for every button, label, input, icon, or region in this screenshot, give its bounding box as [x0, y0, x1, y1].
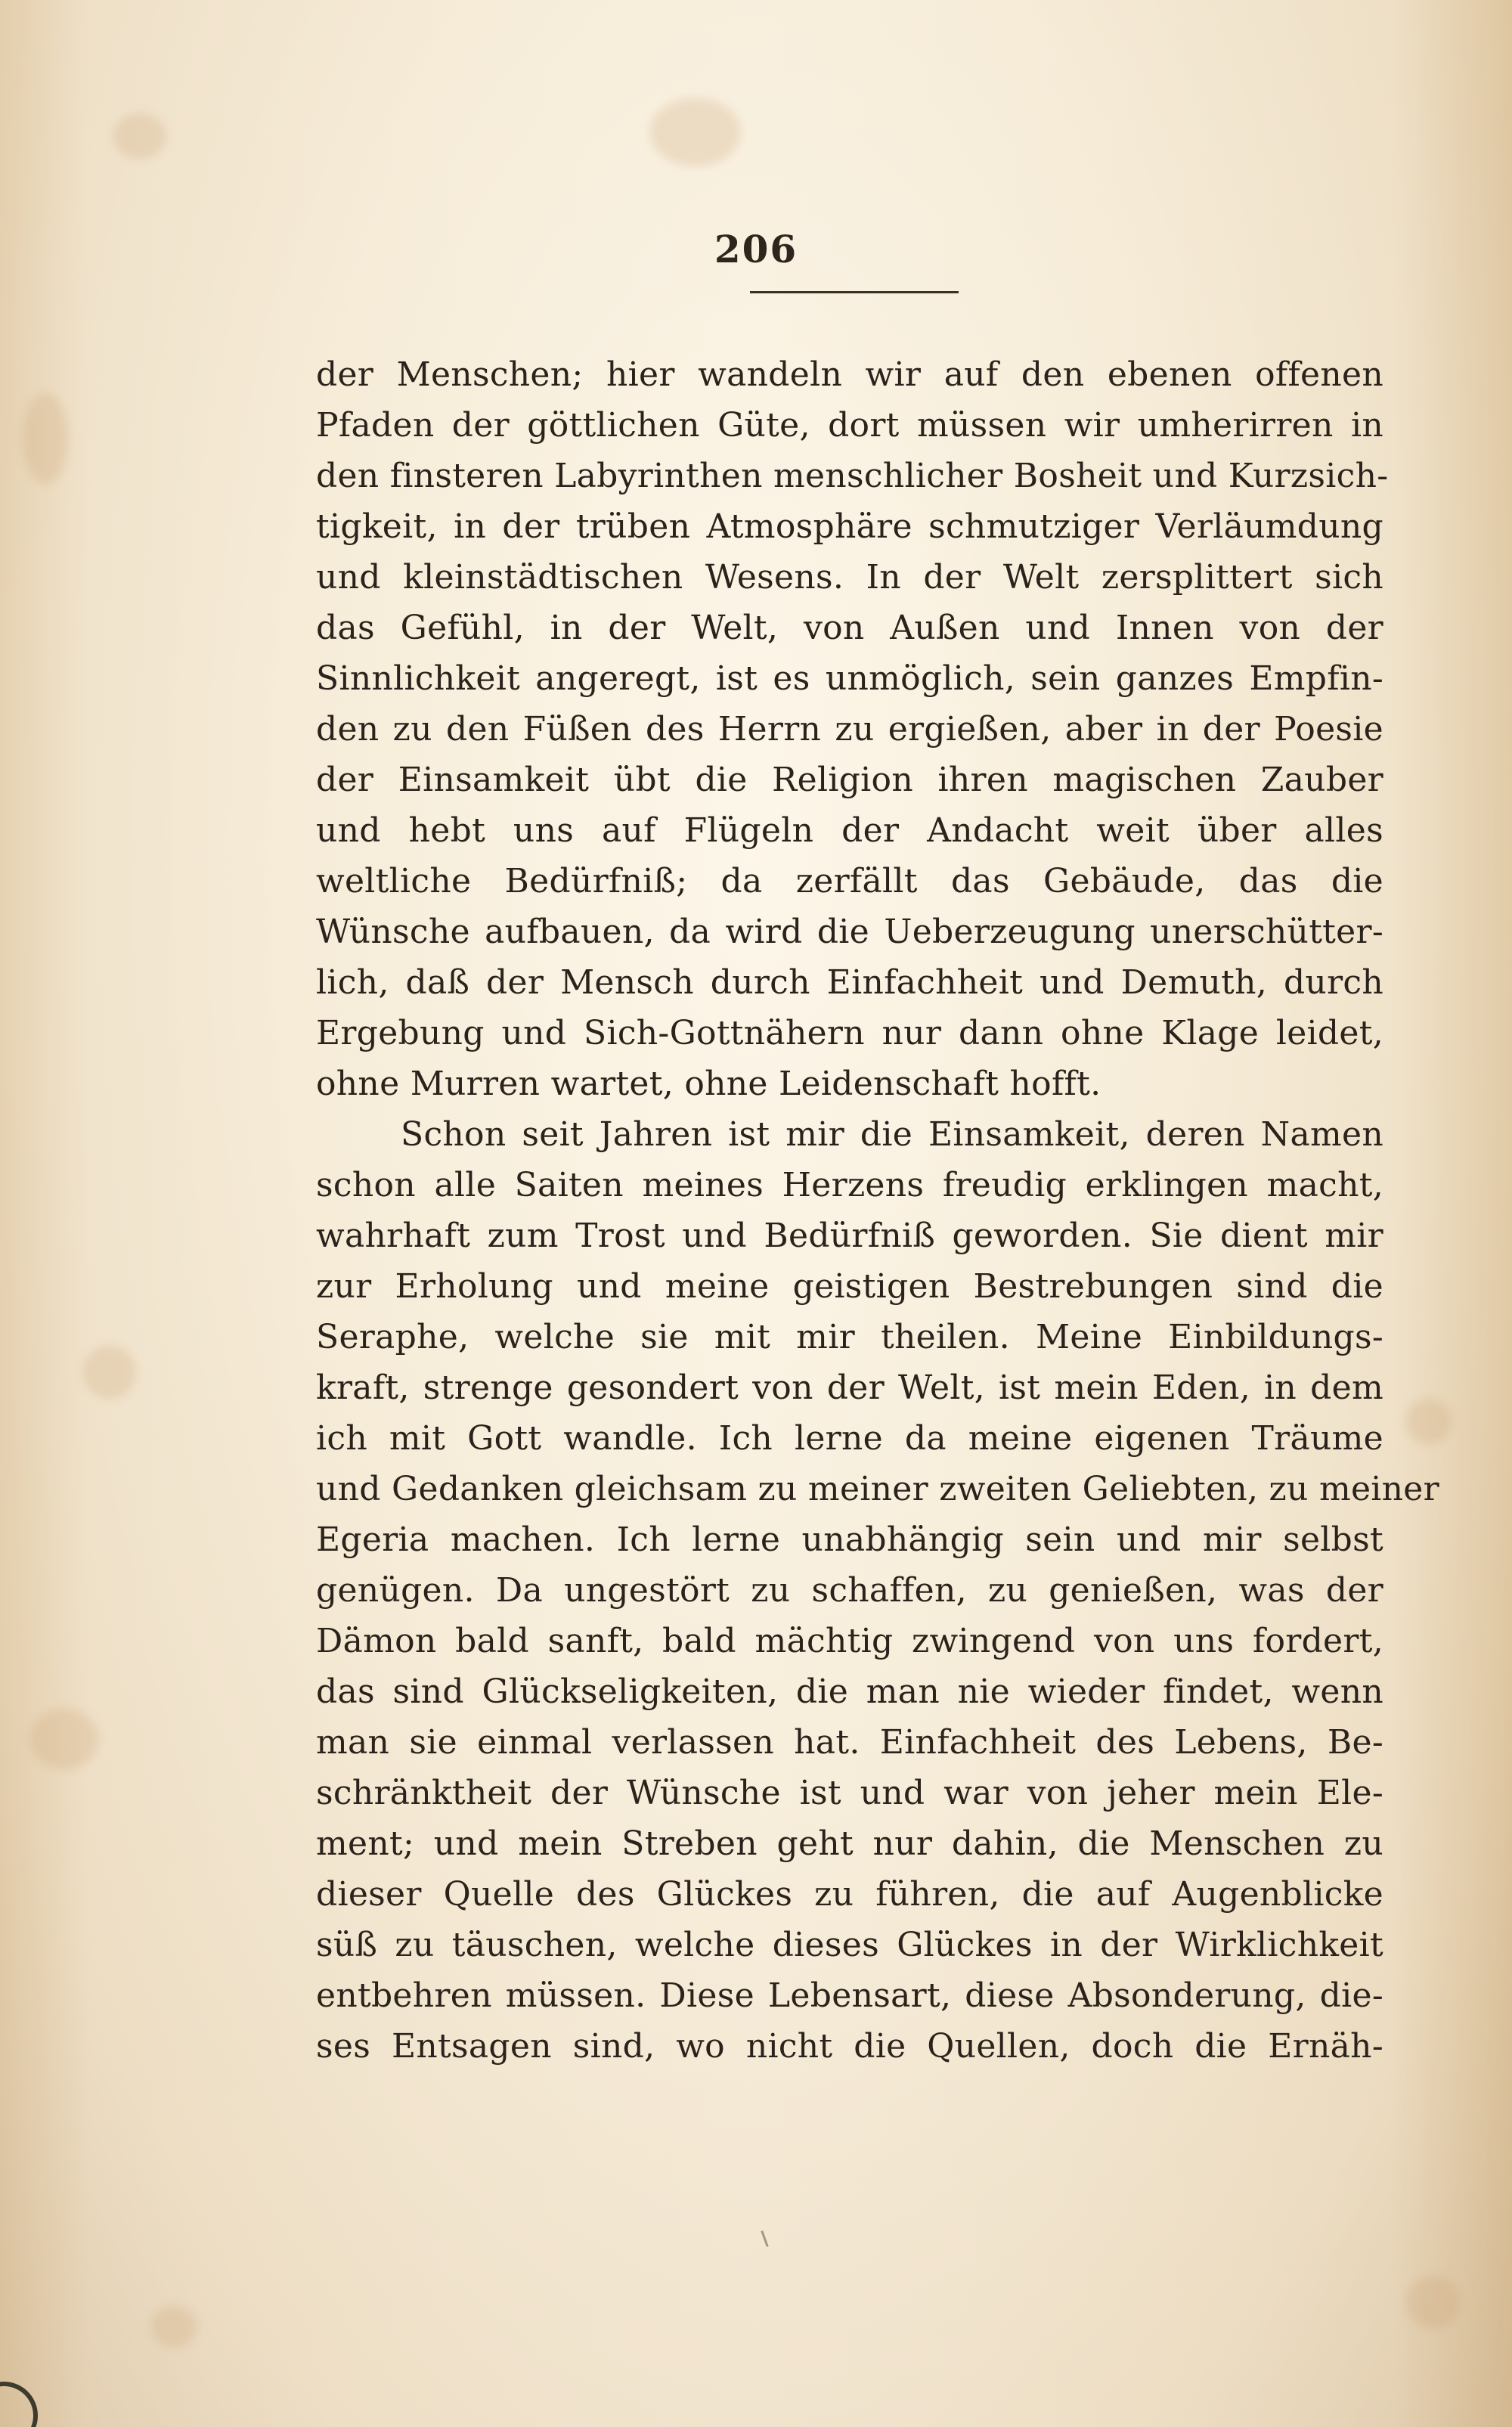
text-line: wahrhaft zum Trost und Bedürfniß geworden. Sie dient mir	[316, 1217, 1383, 1255]
text-line: Wünsche aufbauen, da wird die Ueberzeugung unerschütter-	[316, 913, 1383, 951]
text-line: Pfaden der göttlichen Güte, dort müssen wir umherirren in	[316, 406, 1383, 445]
text-line: kraft, strenge gesondert von der Welt, ist mein Eden, in dem	[316, 1368, 1383, 1407]
text-line: ich mit Gott wandle. Ich lerne da meine eigenen Träume	[316, 1419, 1383, 1458]
text-line: Egeria machen. Ich lerne unabhängig sein und mir selbst	[316, 1520, 1383, 1559]
text-line: das sind Glückseligkeiten, die man nie wieder findet, wenn	[316, 1672, 1383, 1711]
text-line: zur Erholung und meine geistigen Bestrebungen sind die	[316, 1267, 1383, 1306]
paper-stain	[30, 1709, 98, 1769]
text-line: Dämon bald sanft, bald mächtig zwingend von uns fordert,	[316, 1622, 1383, 1660]
page-number: 206	[714, 227, 798, 271]
text-line: weltliche Bedürfniß; da zerfällt das Gebäude, das die	[316, 862, 1383, 900]
text-line: ses Entsagen sind, wo nicht die Quellen, doch die Ernäh-	[316, 2027, 1383, 2066]
text-line: der Menschen; hier wandeln wir auf den ebenen offenen	[316, 355, 1383, 394]
text-line: lich, daß der Mensch durch Einfachheit und Demuth, durch	[316, 963, 1383, 1002]
text-line: süß zu täuschen, welche dieses Glückes in der Wirklichkeit	[316, 1926, 1383, 1964]
text-line: und kleinstädtischen Wesens. In der Welt zersplittert sich	[316, 558, 1383, 597]
text-line: der Einsamkeit übt die Religion ihren magischen Zauber	[316, 761, 1383, 799]
header-rule	[750, 291, 959, 293]
text-line: man sie einmal verlassen hat. Einfachheit des Lebens, Be-	[316, 1723, 1383, 1762]
paper-stain	[83, 1346, 136, 1399]
text-line: den zu den Füßen des Herrn zu ergießen, aber in der Poesie	[316, 710, 1383, 749]
text-line: Seraphe, welche sie mit mir theilen. Meine Einbildungs-	[316, 1318, 1383, 1356]
text-line: und hebt uns auf Flügeln der Andacht weit über alles	[316, 811, 1383, 850]
text-line: ment; und mein Streben geht nur dahin, die Menschen zu	[316, 1824, 1383, 1863]
text-line: entbehren müssen. Diese Lebensart, diese Absonderung, die-	[316, 1976, 1383, 2015]
paper-stain	[23, 393, 68, 484]
text-line: Sinnlichkeit angeregt, ist es unmöglich, sein ganzes Empfin-	[316, 659, 1383, 698]
paper-stain	[1406, 2276, 1459, 2329]
text-line: schon alle Saiten meines Herzens freudig erklingen macht,	[316, 1166, 1383, 1204]
text-line: ohne Murren wartet, ohne Leidenschaft hofft.	[316, 1065, 1101, 1103]
text-line: das Gefühl, in der Welt, von Außen und Innen von der	[316, 609, 1383, 647]
paper-stain	[650, 98, 741, 166]
paper-stain	[151, 2306, 197, 2348]
paper-stain	[113, 113, 166, 159]
text-line: dieser Quelle des Glückes zu führen, die auf Augenblicke	[316, 1875, 1383, 1914]
corner-ring	[0, 2382, 38, 2427]
text-line: Ergebung und Sich-Gottnähern nur dann ohne Klage leidet,	[316, 1014, 1383, 1052]
text-line: genügen. Da ungestört zu schaffen, zu genießen, was der	[316, 1571, 1383, 1610]
body-text	[316, 349, 1439, 2072]
text-line: und Gedanken gleichsam zu meiner zweiten Geliebten, zu meiner	[316, 1470, 1439, 1508]
paper-stain	[1406, 1399, 1452, 1444]
text-line: Schon seit Jahren ist mir die Einsamkeit, deren Namen	[401, 1115, 1383, 1154]
text-line: tigkeit, in der trüben Atmosphäre schmutziger Verläumdung	[316, 507, 1383, 546]
text-line: den finsteren Labyrinthen menschlicher Bosheit und Kurzsich-	[316, 457, 1389, 495]
text-line: schränktheit der Wünsche ist und war von jeher mein Ele-	[316, 1774, 1383, 1812]
ink-mark	[761, 2230, 768, 2247]
